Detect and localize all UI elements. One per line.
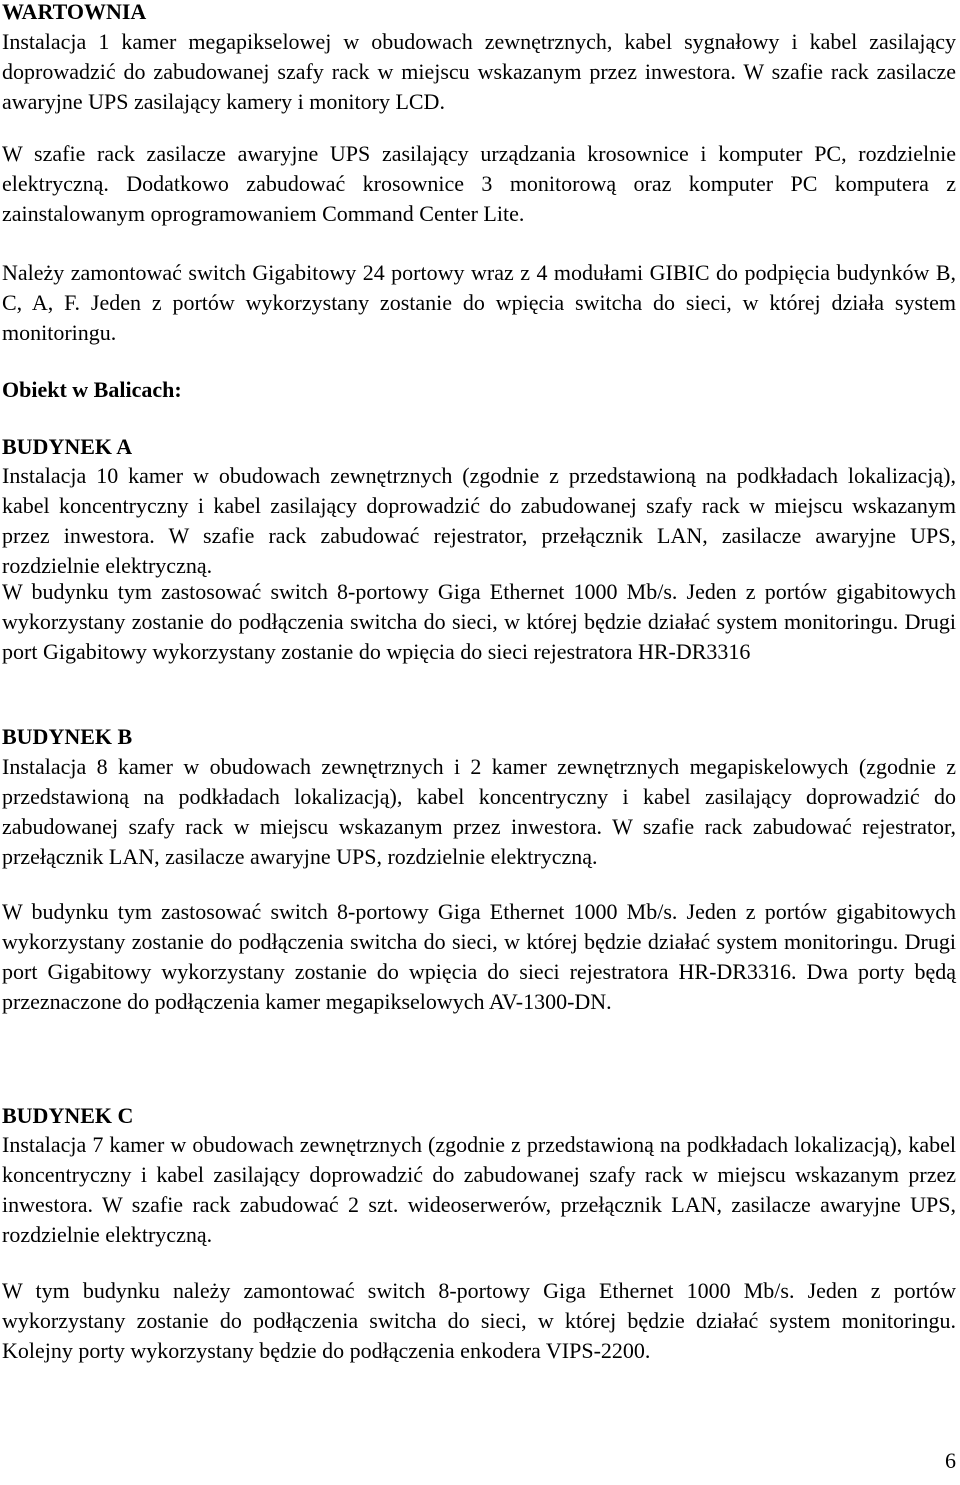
paragraph-budynek-c-1: Instalacja 7 kamer w obudowach zewnętrznych (zgodnie z przedstawioną na podkładach lokalizacją), kabel koncentryczny i kabel zasilający doprowadzić do zabudowanej szafy rack w miejscu wskazanym przez inwestora. W szafie rack zabudować 2 szt. wideoserwerów, przełącznik LAN, zasilacze awaryjne UPS, rozdzielnie elektryczną. (2, 1132, 956, 1247)
paragraph-budynek-b-2: W budynku tym zastosować switch 8-portowy Giga Ethernet 1000 Mb/s. Jeden z portów gigabitowych wykorzystany zostanie do podłączenia switcha do sieci, w której będzie działać system monitoringu. Drugi port Gigabitowy wykorzystany zostanie do wpięcia do sieci rejestratora HR-DR3316. Dwa porty będą przeznaczone do podłączenia kamer megapikselowych AV-1300-DN. (2, 899, 956, 1014)
paragraph-budynek-a-1: Instalacja 10 kamer w obudowach zewnętrznych (zgodnie z przedstawioną na podkładach lokalizacją), kabel koncentryczny i kabel zasilający doprowadzić do zabudowanej szafy rack w miejscu wskazanym przez inwestora. W szafie rack zabudować rejestrator, przełącznik LAN, zasilacze awaryjne UPS, rozdzielnie elektryczną. (2, 463, 956, 578)
heading-budynek-b: BUDYNEK B (2, 724, 133, 749)
paragraph-budynek-c-2: W tym budynku należy zamontować switch 8-portowy Giga Ethernet 1000 Mb/s. Jeden z portów wykorzystany zostanie do podłączenia switcha do sieci, w której będzie działać system monitoringu. Kolejny porty wykorzystany będzie do podłączenia enkodera VIPS-2200. (2, 1278, 956, 1363)
heading-obiekt: Obiekt w Balicach: (2, 377, 182, 402)
paragraph-wartownia-1: Instalacja 1 kamer megapikselowej w obudowach zewnętrznych, kabel sygnałowy i kabel zasilający doprowadzić do zabudowanej szafy rack w miejscu wskazanym przez inwestora. W szafie rack zasilacze awaryjne UPS zasilający kamery i monitory LCD. (2, 29, 956, 114)
heading-wartownia: WARTOWNIA (2, 0, 147, 24)
heading-budynek-a: BUDYNEK A (2, 434, 133, 459)
paragraph-budynek-b-1: Instalacja 8 kamer w obudowach zewnętrznych i 2 kamer zewnętrznych megapiskelowych (zgodnie z przedstawioną na podkładach lokalizacją), kabel koncentryczny i kabel zasilający doprowadzić do zabudowanej szafy rack w miejscu wskazanym przez inwestora. W szafie rack zabudować rejestrator, przełącznik LAN, zasilacze awaryjne UPS, rozdzielnie elektryczną. (2, 754, 956, 869)
paragraph-wartownia-2: W szafie rack zasilacze awaryjne UPS zasilający urządzania krosownice i komputer PC, rozdzielnie elektryczną. Dodatkowo zabudować krosownice 3 monitorową oraz komputer PC komputera z zainstalowanym oprogramowaniem Command Center Lite. (2, 141, 956, 226)
page-number: 6 (945, 1448, 956, 1473)
paragraph-budynek-a-2: W budynku tym zastosować switch 8-portowy Giga Ethernet 1000 Mb/s. Jeden z portów gigabitowych wykorzystany zostanie do podłączenia switcha do sieci, w której będzie działać system monitoringu. Drugi port Gigabitowy wykorzystany zostanie do wpięcia do sieci rejestratora HR-DR3316 (2, 579, 956, 664)
heading-budynek-c: BUDYNEK C (2, 1103, 134, 1128)
paragraph-wartownia-3: Należy zamontować switch Gigabitowy 24 portowy wraz z 4 modułami GIBIC do podpięcia budynków B, C, A, F. Jeden z portów wykorzystany zostanie do wpięcia switcha do sieci, w której działa system monitoringu. (2, 260, 956, 345)
